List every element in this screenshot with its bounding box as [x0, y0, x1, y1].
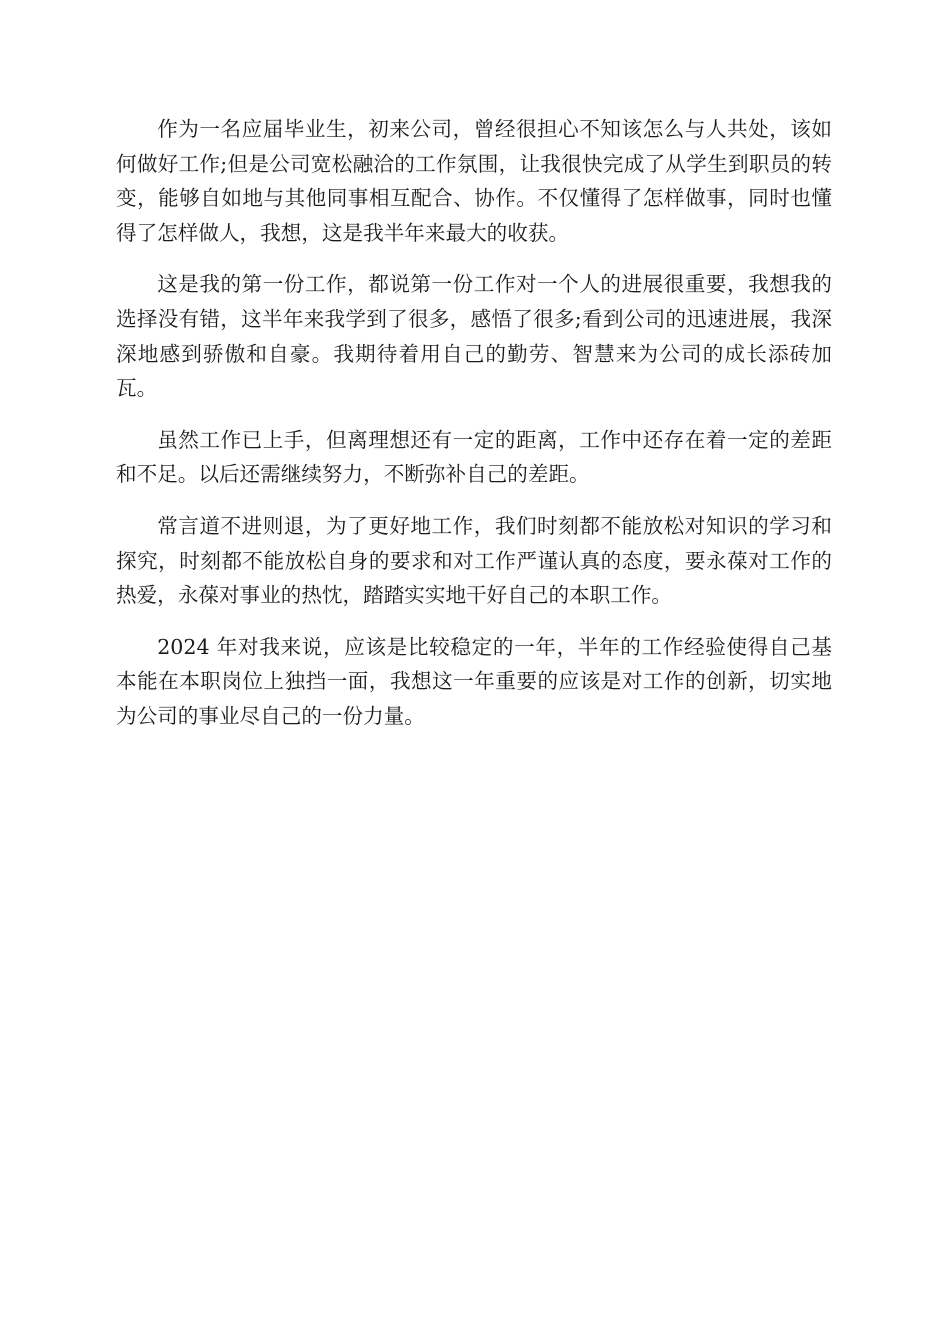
paragraph-1: 作为一名应届毕业生，初来公司，曾经很担心不知该怎么与人共处，该如何做好工作;但是公司宽松融洽的工作氛围，让我很快完成了从学生到职员的转变，能够自如地与其他同事相互配合、协作。不仅懂得了怎样做事，同时也懂得了怎样做人，我想，这是我半年来最大的收获。	[116, 117, 832, 245]
paragraph-5: 2024 年对我来说，应该是比较稳定的一年，半年的工作经验使得自己基本能在本职岗位上独挡一面，我想这一年重要的应该是对工作的创新，切实地为公司的事业尽自己的一份力量。	[116, 634, 832, 728]
paragraph-3: 虽然工作已上手，但离理想还有一定的距离，工作中还存在着一定的差距和不足。以后还需继续努力，不断弥补自己的差距。	[116, 427, 832, 487]
paragraph-2: 这是我的第一份工作，都说第一份工作对一个人的进展很重要，我想我的选择没有错，这半年来我学到了很多，感悟了很多;看到公司的迅速进展，我深深地感到骄傲和自豪。我期待着用自己的勤劳、智慧来为公司的成长添砖加瓦。	[116, 272, 832, 401]
paragraph-4: 常言道不进则退，为了更好地工作，我们时刻都不能放松对知识的学习和探究，时刻都不能放松自身的要求和对工作严谨认真的态度，要永葆对工作的热爱，永葆对事业的热忱，踏踏实实地干好自己的本职工作。	[116, 513, 832, 608]
document-body	[116, 112, 832, 751]
